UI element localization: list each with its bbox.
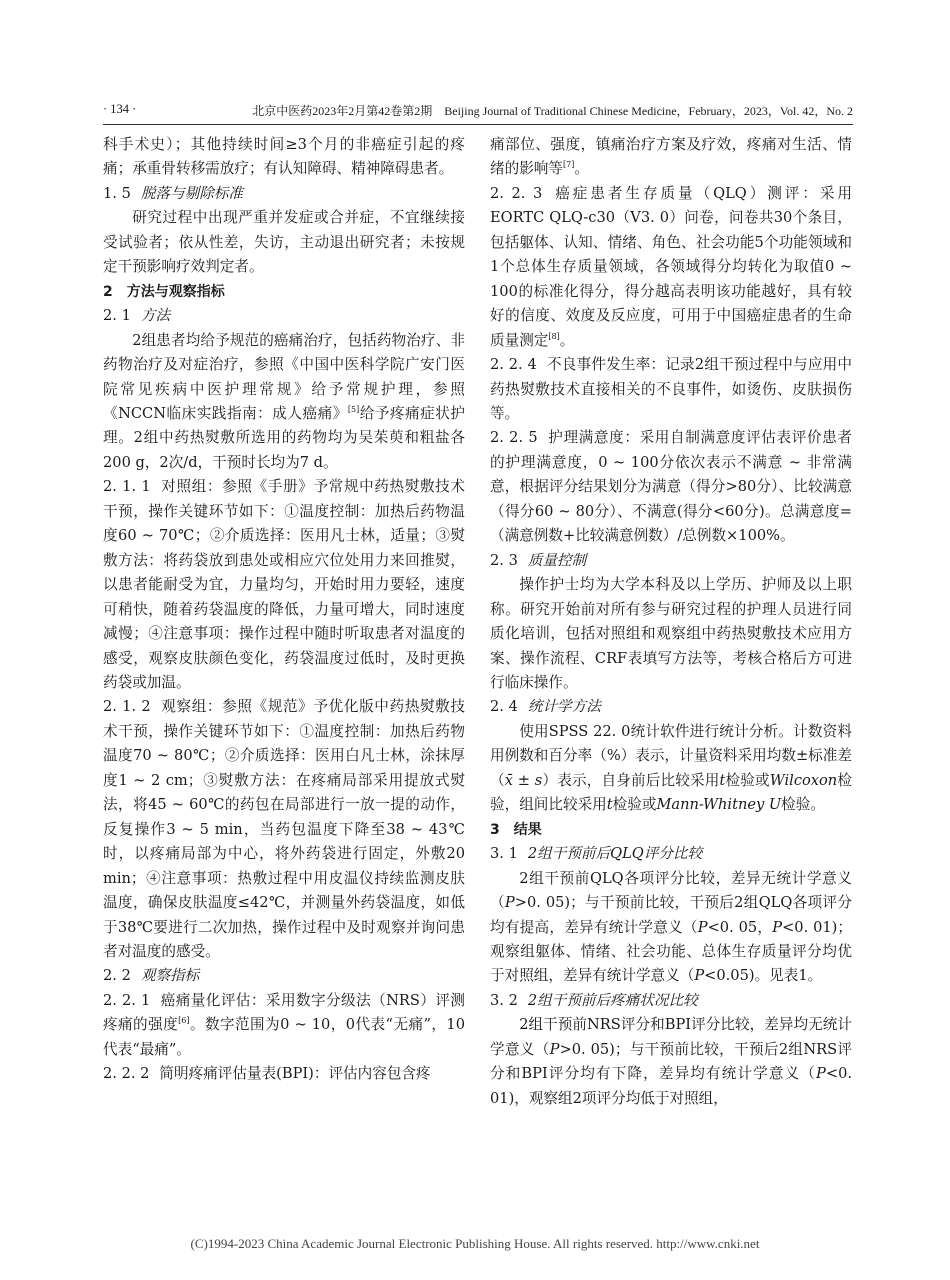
section-heading-2-2: 2. 2 观察指标 [103, 967, 200, 985]
paragraph-2-1-2: 2. 1. 2 观察组：参照《规范》予优化版中药热熨敷技术干预，操作关键环节如下：①温度控制：加热后药物温度70 ~ 80℃；②介质选择：医用白凡士林，涂抹厚度1 ~ 2 cm；③熨敷方法：在疼痛局部采用提放式熨法，将45 ~ 60℃的药包在局部进行一放一提的动作，反复操作3 ~ 5 min，当药包温度下降至38 ~ 43℃时，以疼痛局部为中心，将外药袋进行固定，外敷20 min；④注意事项：热敷过程中用皮温仪持续监测皮肤温度，确保皮肤温度≤42℃，并测量外药袋温度，如低于38℃要进行二次加热，操作过程中及时观察并询问患者对温度的感受。 [103, 698, 465, 960]
section-heading-3-1: 3. 1 2组干预前后QLQ评分比较 [490, 845, 703, 863]
paragraph: 2组患者均给予规范的癌痛治疗，包括药物治疗、非药物治疗及对症治疗，参照《中国中医科学院广安门医院常见疾病中医护理常规》给予常规护理，参照《NCCN临床实践指南：成人癌痛》[5]给予疼痛症状护理。2组中药热熨敷所选用的药物均为吴茱萸和粗盐各200 g，2次/d，干预时长均为7 d。 [103, 331, 465, 471]
page-number: · 134 · [103, 102, 137, 116]
paragraph-2-2-1: 2. 2. 1 癌痛量化评估：采用数字分级法（NRS）评测疼痛的强度[6]。数字范围为0 ~ 10，0代表“无痛”，10代表“最痛”。 [103, 991, 465, 1058]
paragraph: 使用SPSS 22. 0统计软件进行统计分析。计数资料用例数和百分率（%）表示，计量资料采用均数±标准差（x̄ ± s）表示，自身前后比较采用t检验或Wilcoxon检验，组间比较采用t检验或Mann-Whitney U检验。 [490, 722, 852, 814]
paragraph-2-2-5: 2. 2. 5 护理满意度：采用自制满意度评估表评价患者的护理满意度，0 ~ 100分依次表示不满意 ~ 非常满意，根据评分结果划分为满意（得分>80分）、比较满意（得分60 ~ 80分）、不满意(得分<60分)。总满意度=（满意例数+比较满意例数）/总例数×100%。 [490, 429, 852, 545]
section-heading-2-4: 2. 4 统计学方法 [490, 698, 601, 716]
paragraph: 操作护士均为大学本科及以上学历、护师及以上职称。研究开始前对所有参与研究过程的护理人员进行同质化培训，包括对照组和观察组中药热熨敷技术应用方案、操作流程、CRF表填写方法等，考核合格后方可进行临床操作。 [490, 576, 852, 691]
section-heading-2-1: 2. 1 方法 [103, 307, 171, 325]
paragraph: 2组干预前NRS评分和BPI评分比较，差异均无统计学意义（P>0. 05)；与干预前比较，干预后2组NRS评分和BPI评分均有下降，差异均有统计学意义（P<0. 01)，观察组2项评分均低于对照组， [490, 1016, 852, 1107]
citation-5[interactable]: [5] [347, 405, 360, 415]
paragraph: 痛部位、强度，镇痛治疗方案及疗效，疼痛对生活、情绪的影响等[7]。 [490, 136, 852, 178]
paragraph-2-1-1: 2. 1. 1 对照组：参照《手册》予常规中药热熨敷技术干预，操作关键环节如下：①温度控制：加热后药物温度60 ~ 70℃；②介质选择：医用凡士林，适量；③熨敷方法：将药袋放到患处或相应穴位处用力来回推熨，以患者能耐受为宜，力量均匀，开始时用力要轻，速度可稍快，随着药袋温度的降低，力量可增大，同时速度减慢；④注意事项：操作过程中随时听取患者对温度的感受，观察皮肤颜色变化，药袋温度过低时，及时更换药袋或加温。 [103, 478, 465, 691]
citation-7[interactable]: [7] [562, 160, 575, 170]
paragraph-2-2-4: 2. 2. 4 不良事件发生率：记录2组干预过程中与应用中药热熨敷技术直接相关的不良事件，如烫伤、皮肤损伤等。 [490, 356, 852, 422]
paragraph: 2组干预前QLQ各项评分比较，差异无统计学意义（P>0. 05)；与干预前比较，干预后2组QLQ各项评分均有提高，差异有统计学意义（P<0. 05，P<0. 01)；观察组躯体、情绪、社会功能、总体生存质量评分均优于对照组，差异有统计学意义（P<0.05)。见表1。 [490, 869, 852, 985]
section-heading-2-3: 2. 3 质量控制 [490, 551, 587, 569]
paragraph-2-2-2: 2. 2. 2 简明疼痛评估量表(BPI)：评估内容包含疼 [103, 1065, 431, 1083]
left-column [103, 133, 465, 1087]
paragraph: 研究过程中出现严重并发症或合并症，不宜继续接受试验者；依从性差，失访，主动退出研究者；未按规定干预影响疗效判定者。 [103, 209, 465, 276]
right-column [490, 133, 852, 1111]
copyright-footer: (C)1994-2023 China Academic Journal Electronic Publishing House. All rights reserved. http://www.cnki.net [190, 1236, 760, 1251]
paragraph: 科手术史）；其他持续时间≥3个月的非癌症引起的疼痛；承重骨转移需放疗；有认知障碍、精神障碍患者。 [103, 136, 465, 178]
running-header [103, 100, 853, 125]
citation-8[interactable]: [8] [548, 331, 560, 341]
section-heading-1-5: 1. 5 脱落与剔除标准 [103, 184, 244, 202]
section-heading-2: 2 方法与观察指标 [103, 283, 225, 300]
section-heading-3: 3 结果 [490, 821, 542, 838]
citation-6[interactable]: [6] [178, 1016, 190, 1026]
journal-running-title: 北京中医药2023年2月第42卷第2期 Beijing Journal of Traditional Chinese Medicine，February，2023，Vol. 42，No. 2 [252, 104, 853, 118]
paragraph-2-2-3: 2. 2. 3 癌症患者生存质量（QLQ）测评：采用EORTC QLQ-c30（V3. 0）问卷，问卷共30个条目，包括躯体、认知、情绪、角色、社会功能5个功能领域和1个总体生存质量领域，各领域得分均转化为取值0 ~ 100的标准化得分，得分越高表明该功能越好，具有较好的信度、效度及反应度，可用于中国癌症患者的生命质量测定[8]。 [490, 184, 852, 349]
section-heading-3-2: 3. 2 2组干预前后疼痛状况比较 [490, 991, 698, 1009]
